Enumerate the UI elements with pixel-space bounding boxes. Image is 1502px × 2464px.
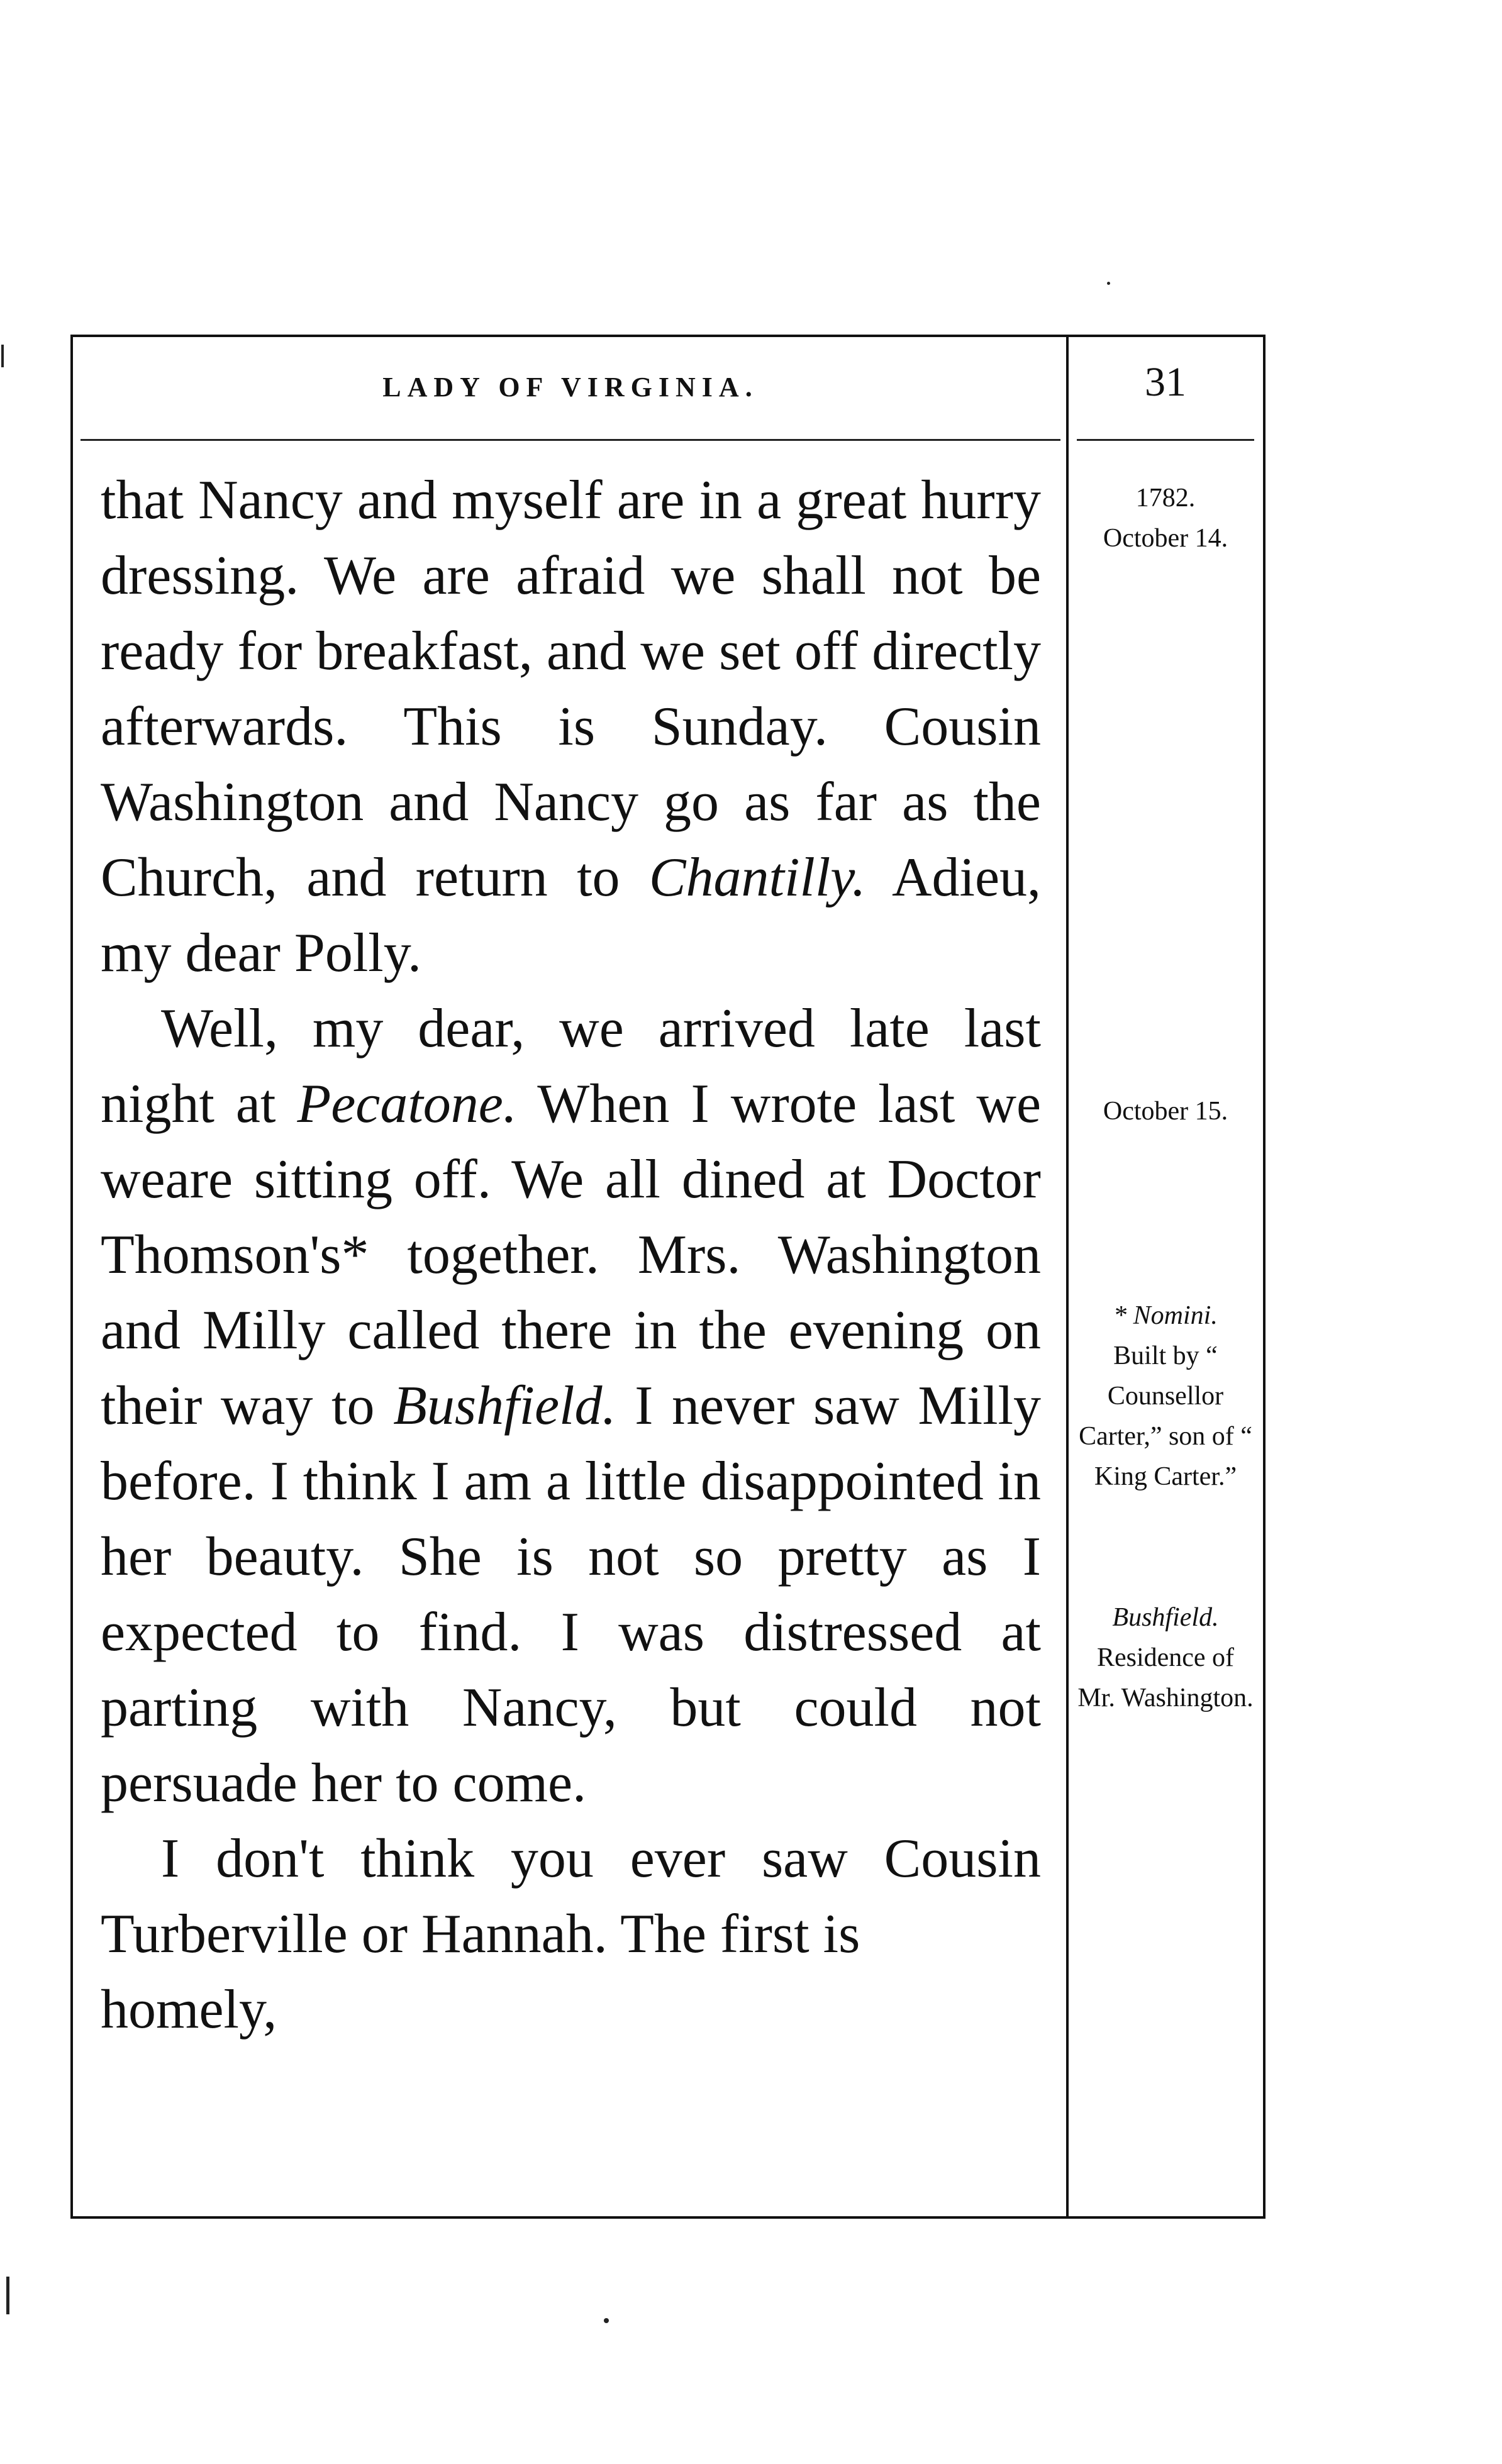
paragraph-1-tail: Adieu, my dear Polly.: [101, 847, 1041, 984]
paragraph-2-tail: I never saw Milly before. I think I am a little disappointed in her beauty. She is not so pretty as I expected to find. I was distressed at parting with Nancy, but could not persuade her to come.: [101, 1375, 1041, 1814]
header-rule-margin: [1077, 439, 1254, 441]
body-text: [101, 463, 1041, 2048]
margin-date-1: [1077, 478, 1254, 558]
column-divider: [1066, 335, 1069, 2219]
paragraph-3-text: I don't think you ever saw Cousin Turberville or Hannah. The first is: [101, 1828, 1041, 1965]
paragraph-1-text: that Nancy and myself are in a great hurry dressing. We are afraid we shall not be ready for breakfast, and we set off directly afterwards. This is Sunday. Cousin Washington and Nancy go as far as the Church, and return to: [101, 470, 1041, 908]
header-rule-main: [81, 439, 1060, 441]
paragraph-2-mid: When I wrote last we weare sitting off. We all dined at Doctor Thomson's* together. Mrs. Washington and Milly called there in the evening on their way to: [101, 1074, 1042, 1436]
place-bushfield: Bushfield.: [393, 1375, 616, 1436]
frame-right-rule: [1263, 335, 1266, 2219]
note-bushfield-lead: Bushfield.: [1112, 1603, 1219, 1632]
paragraph-2: [101, 991, 1041, 1821]
page-number: 31: [1145, 359, 1186, 405]
margin-date-2: [1077, 1091, 1254, 1131]
note-nomini-text: Built by “ Counsellor Carter,” son of “ King Carter.”: [1079, 1341, 1252, 1491]
running-title: LADY OF VIRGINIA.: [382, 372, 759, 402]
margin-note-nomini: [1077, 1296, 1254, 1497]
scan-speck-bottom: [604, 2318, 609, 2323]
paragraph-1: [101, 463, 1041, 991]
note-nomini-lead: * Nomini.: [1113, 1301, 1218, 1330]
scan-speck-top: [1107, 282, 1110, 285]
margin-date-oct-14: October 14.: [1103, 524, 1228, 553]
place-chantilly: Chantilly.: [648, 847, 866, 908]
paragraph-2-lead: Well, my dear, we arrived late last night at: [101, 998, 1041, 1135]
note-bushfield-text: Residence of Mr. Washington.: [1077, 1643, 1254, 1712]
paragraph-3: [101, 1821, 1041, 1972]
margin-note-bushfield: [1077, 1597, 1254, 1718]
place-pecatone: Pecatone.: [297, 1074, 517, 1135]
catchword: homely,: [101, 1979, 277, 2040]
margin-year: 1782.: [1135, 484, 1196, 513]
scan-mark-bottom-left: [6, 2277, 9, 2314]
margin-date-oct-15: October 15.: [1103, 1097, 1228, 1126]
scan-mark-top-left: [1, 345, 4, 367]
